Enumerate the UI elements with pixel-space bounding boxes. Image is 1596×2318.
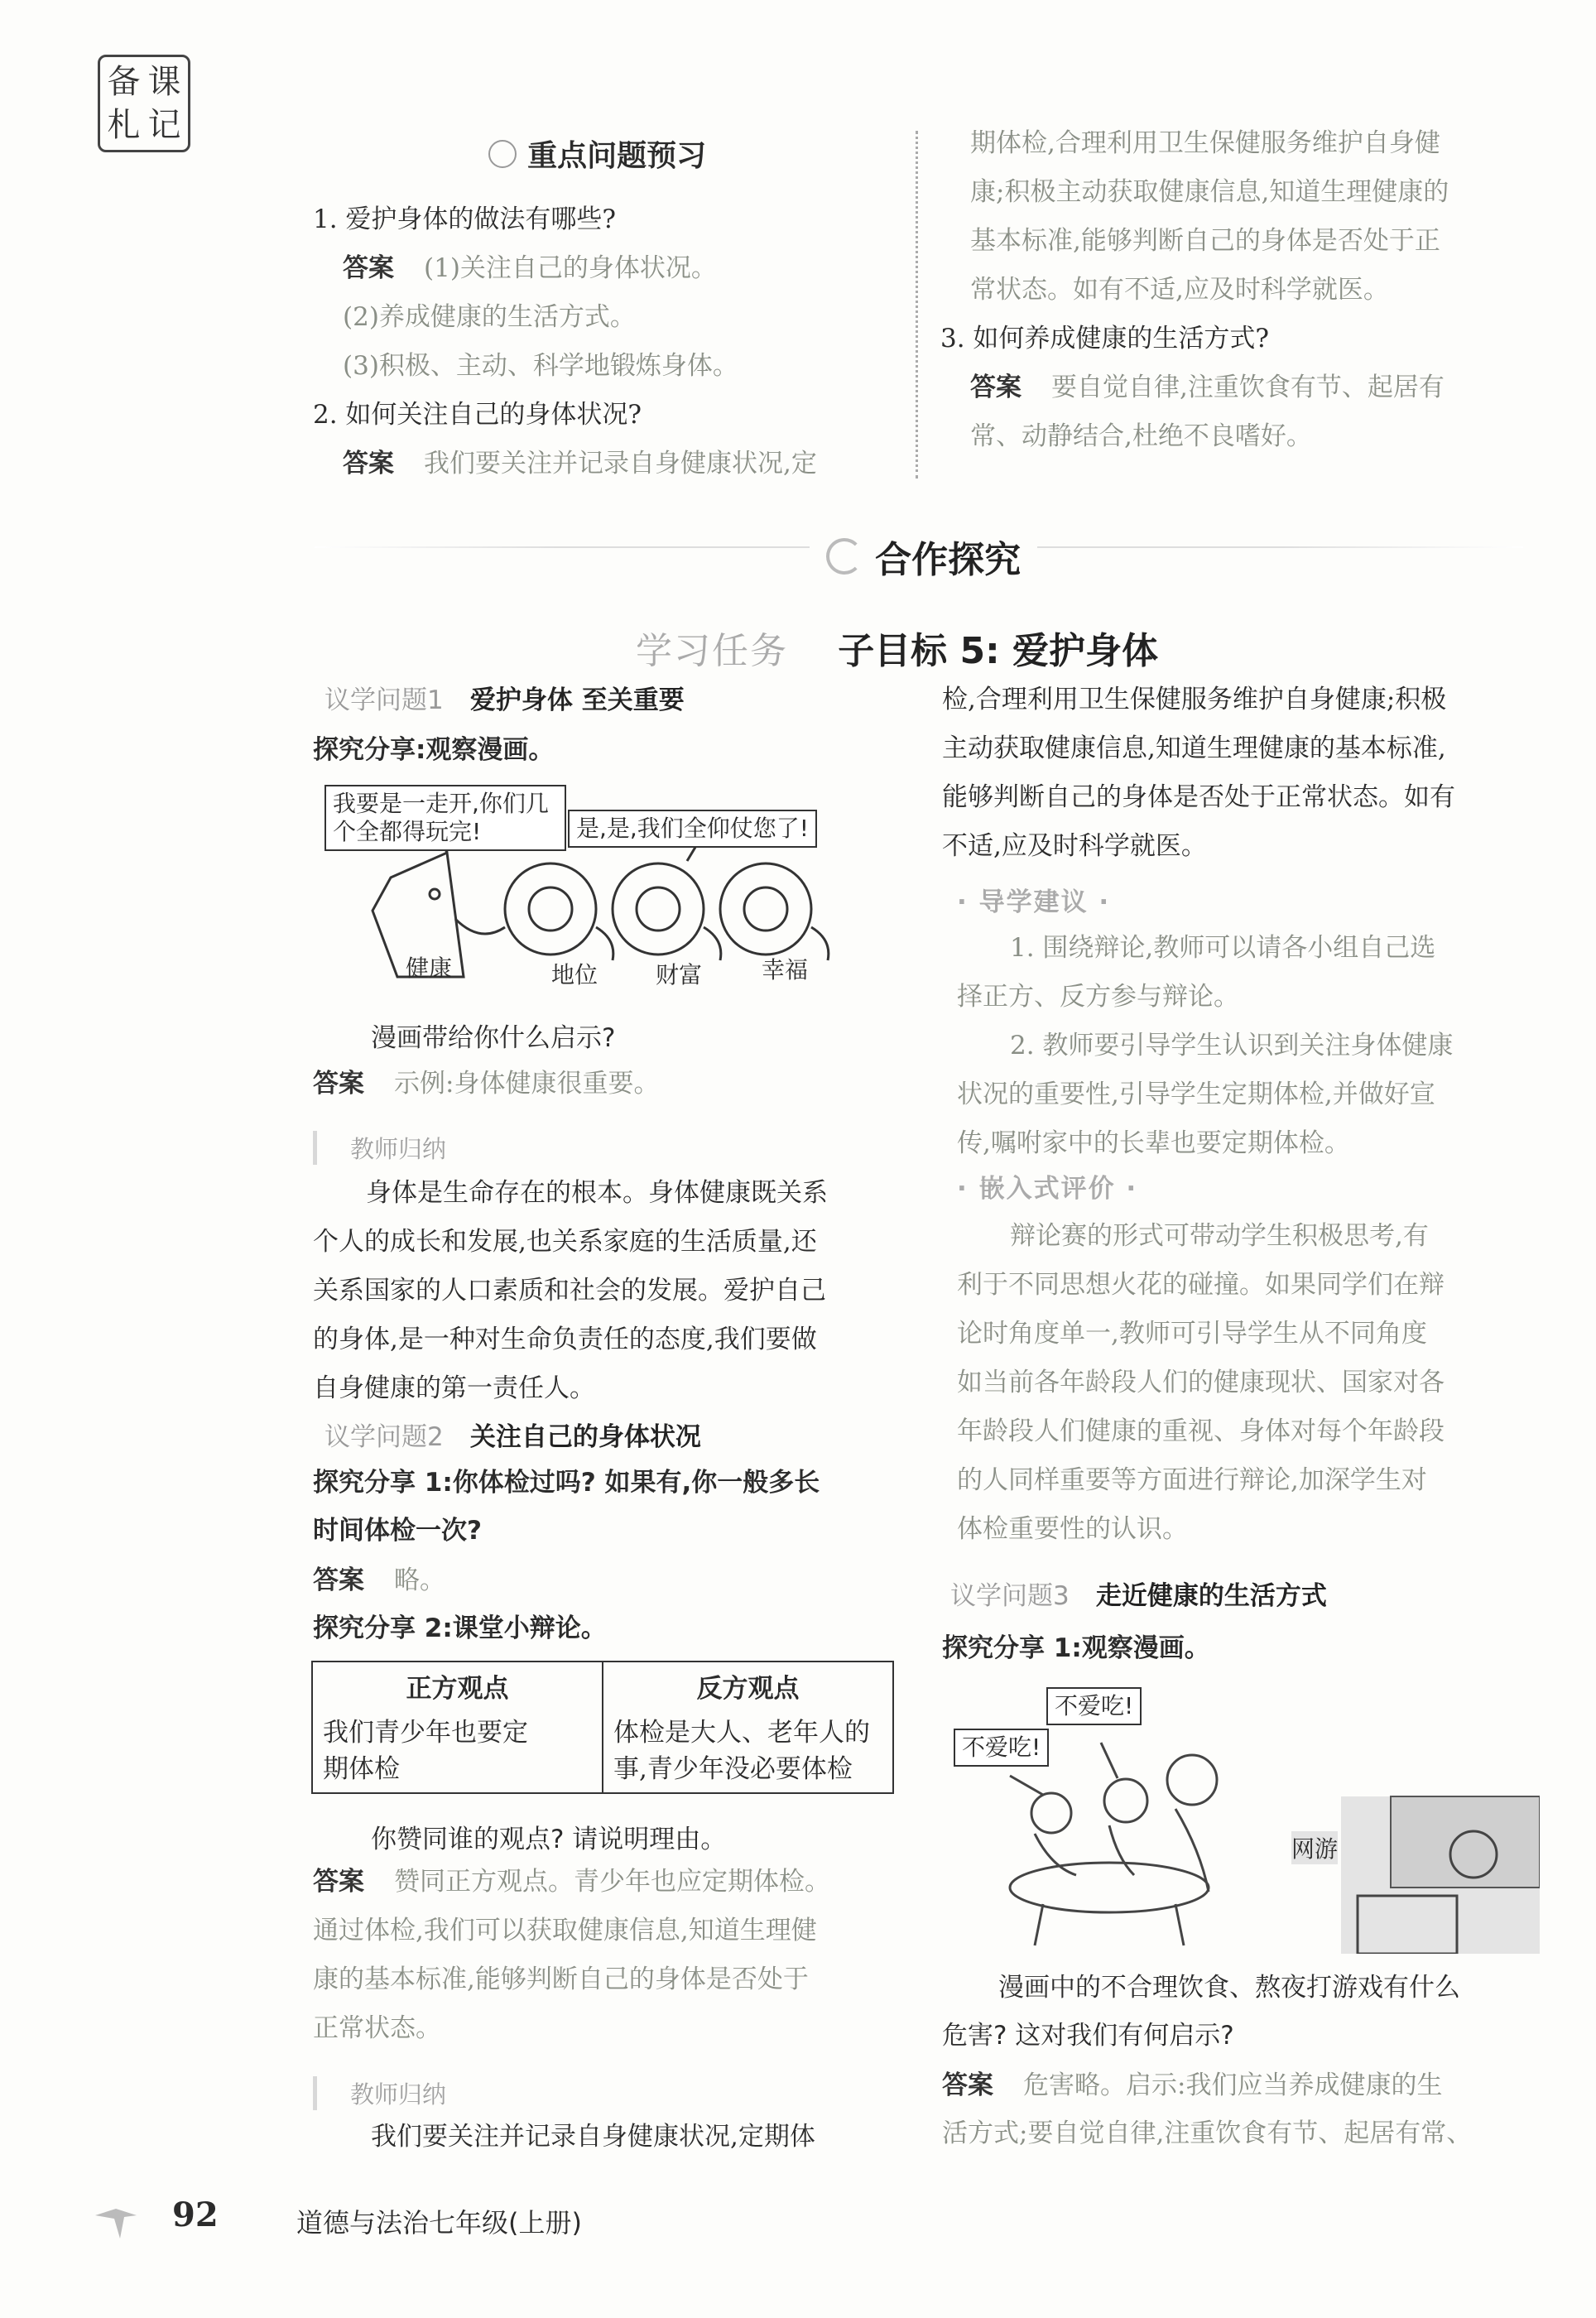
- debate-table: [311, 1661, 894, 1794]
- answer-label: 答案: [343, 449, 394, 479]
- preview-right-column: [940, 119, 1536, 461]
- preview-line: (3)积极、主动、科学地锻炼身体。: [343, 351, 738, 381]
- text-line: 检,合理利用卫生保健服务维护自身健康;积极: [942, 685, 1447, 714]
- text-line: 辩论赛的形式可带动学生积极思考,有: [1010, 1221, 1429, 1251]
- q2-answer2: [313, 1858, 909, 2053]
- guide-lines: [957, 924, 1536, 1168]
- text-line: 传,嘱咐家中的长辈也要定期体检。: [957, 1128, 1350, 1158]
- cartoon-bubble: 不爱吃!: [1046, 1687, 1142, 1725]
- cartoon-label: 健康: [406, 955, 453, 982]
- answer-line: 康的基本标准,能够判断自己的身体是否处于: [313, 1965, 809, 1994]
- answer-label: 答案: [343, 253, 394, 283]
- answer-line: [313, 1858, 909, 1907]
- text-line: 体检重要性的认识。: [957, 1514, 1188, 1544]
- cartoon-label: 网游: [1291, 1831, 1338, 1864]
- q3-answer-cont: 活方式;要自觉自律,注重饮食有节、起居有常、: [942, 2118, 1473, 2148]
- badge-char: 课: [147, 63, 181, 101]
- footer-decoration-icon: [91, 2199, 149, 2243]
- q1-summary: [313, 1169, 892, 1413]
- preview-icon: [488, 140, 517, 168]
- text-line: 个人的成长和发展,也关系家庭的生活质量,还: [313, 1227, 817, 1257]
- text-line: 的人同样重要等方面进行辩论,加深学生对: [957, 1465, 1427, 1495]
- q2-share2: 探究分享 2:课堂小辩论。: [313, 1613, 607, 1643]
- q3-share: 探究分享 1:观察漫画。: [942, 1633, 1210, 1663]
- q3-header: 议学问题3 走近健康的生活方式: [950, 1581, 1327, 1611]
- answer-text: 赞同正方观点。青少年也应定期体检。: [394, 1867, 830, 1897]
- answer-line: 通过体检,我们可以获取健康信息,知道生理健: [313, 1916, 817, 1945]
- guide-tag: · 导学建议 ·: [957, 887, 1111, 917]
- answer-text: (1)关注自己的身体状况。: [424, 253, 717, 283]
- q2-share1-line: 探究分享 1:你体检过吗? 如果有,你一般多长: [313, 1468, 820, 1498]
- preview-line: 1. 爱护身体的做法有哪些?: [313, 204, 617, 234]
- q2-summary-first: 我们要关注并记录自身健康状况,定期体: [371, 2122, 815, 2152]
- q3-answer: 答案 危害略。启示:我们应当养成健康的生: [942, 2070, 1443, 2100]
- q2-summary-continued: [942, 676, 1538, 871]
- preview-line: (2)养成健康的生活方式。: [343, 302, 636, 332]
- preview-line: 期体检,合理利用卫生保健服务维护自身健: [970, 128, 1440, 158]
- notes-badge: [98, 55, 190, 152]
- badge-char: 札: [107, 106, 141, 144]
- con-view: 体检是大人、老年人的 事,青少年没必要体检: [603, 1710, 893, 1793]
- text-line: 关系国家的人口素质和社会的发展。爱护自己: [313, 1276, 826, 1306]
- text-line: 身体是生命存在的根本。身体健康既关系: [366, 1178, 828, 1208]
- text-line: 年龄段人们健康的重视、身体对每个年龄段: [957, 1416, 1445, 1446]
- preview-title: 重点问题预习: [488, 132, 706, 175]
- preview-line: 常状态。如有不适,应及时科学就医。: [970, 275, 1389, 305]
- pro-view: 我们青少年也要定 期体检: [312, 1710, 603, 1793]
- text-line: 的身体,是一种对生命负责任的态度,我们要做: [313, 1325, 817, 1354]
- text-line: 自身健康的第一责任人。: [313, 1373, 595, 1403]
- preview-line: 2. 如何关注自己的身体状况?: [313, 400, 642, 430]
- text-line: 利于不同思想火花的碰撞。如果同学们在辩: [957, 1270, 1445, 1300]
- answer-label: 答案: [970, 373, 1022, 402]
- preview-line: [940, 363, 1536, 412]
- cartoon-bubble: 不爱吃!: [954, 1729, 1049, 1767]
- q1-header: 议学问题1 爱护身体 至关重要: [324, 685, 685, 715]
- cartoon-label: 幸福: [762, 956, 809, 983]
- section-icon: [826, 538, 863, 575]
- preview-line: [313, 440, 892, 488]
- text-line: 1. 围绕辩论,教师可以请各小组自己选: [1010, 933, 1436, 963]
- cartoon-bubble: 是,是,我们全仰仗您了!: [568, 810, 817, 848]
- task-heading: 学习任务 子目标 5: 爱护身体: [636, 630, 1159, 672]
- q2-header: 议学问题2 关注自己的身体状况: [324, 1422, 701, 1452]
- text-line: 状况的重要性,引导学生定期体检,并做好宣: [957, 1080, 1435, 1109]
- answer-text: 我们要关注并记录自身健康状况,定: [424, 449, 817, 479]
- q3-question-line: 漫画中的不合理饮食、熬夜打游戏有什么: [998, 1973, 1460, 2003]
- eval-tag: · 嵌入式评价 ·: [957, 1174, 1138, 1204]
- cartoon-label: 财富: [656, 961, 703, 988]
- preview-line: [313, 244, 892, 293]
- preview-left-column: [313, 195, 892, 488]
- q1-question: 漫画带给你什么启示?: [371, 1023, 616, 1053]
- page-number: 92: [172, 2195, 219, 2234]
- cartoon-bubble: 我要是一走开,你们几个全都得玩完!: [324, 785, 566, 851]
- text-line: 主动获取健康信息,知道生理健康的基本标准,: [942, 733, 1446, 763]
- q1-share: 探究分享:观察漫画。: [313, 735, 555, 765]
- preview-line: 3. 如何养成健康的生活方式?: [940, 324, 1270, 353]
- answer-label: 答案: [313, 1867, 364, 1897]
- con-heading: 反方观点: [603, 1662, 893, 1710]
- column-divider: [916, 131, 918, 479]
- q2-answer1: 答案 略。: [313, 1565, 445, 1595]
- text-line: 论时角度单一,教师可引导学生从不同角度: [957, 1319, 1427, 1349]
- answer-text: 要自觉自律,注重饮食有节、起居有: [1051, 373, 1445, 402]
- pro-heading: 正方观点: [312, 1662, 603, 1710]
- book-title: 道德与法治七年级(上册): [296, 2207, 582, 2239]
- preview-line: 康;积极主动获取健康信息,知道生理健康的: [970, 177, 1449, 207]
- text-line: 2. 教师要引导学生认识到关注身体健康: [1010, 1031, 1454, 1060]
- eval-lines: [957, 1212, 1536, 1554]
- preview-line: 基本标准,能够判断自己的身体是否处于正: [970, 226, 1440, 256]
- text-line: 能够判断自己的身体是否处于正常状态。如有: [942, 782, 1455, 812]
- q2-question: 你赞同谁的观点? 请说明理由。: [371, 1825, 727, 1854]
- cartoon-label: 地位: [551, 961, 598, 988]
- q1-answer: 答案 示例:身体健康很重要。: [313, 1069, 660, 1099]
- text-line: 不适,应及时科学就医。: [942, 831, 1207, 861]
- answer-line: 正常状态。: [313, 2013, 441, 2043]
- section-header: 合作探究: [810, 530, 1037, 583]
- teacher-summary-label: 教师归纳: [313, 1131, 446, 1165]
- badge-char: 备: [107, 63, 141, 101]
- teacher-summary-label: 教师归纳: [313, 2076, 446, 2110]
- q2-share1-line: 时间体检一次?: [313, 1516, 482, 1546]
- preview-line: 常、动静结合,杜绝不良嗜好。: [970, 421, 1312, 451]
- badge-char: 记: [147, 106, 181, 144]
- q3-question-line: 危害? 这对我们有何启示?: [942, 2021, 1234, 2051]
- text-line: 如当前各年龄段人们的健康现状、国家对各: [957, 1368, 1445, 1397]
- text-line: 择正方、反方参与辩论。: [957, 982, 1239, 1012]
